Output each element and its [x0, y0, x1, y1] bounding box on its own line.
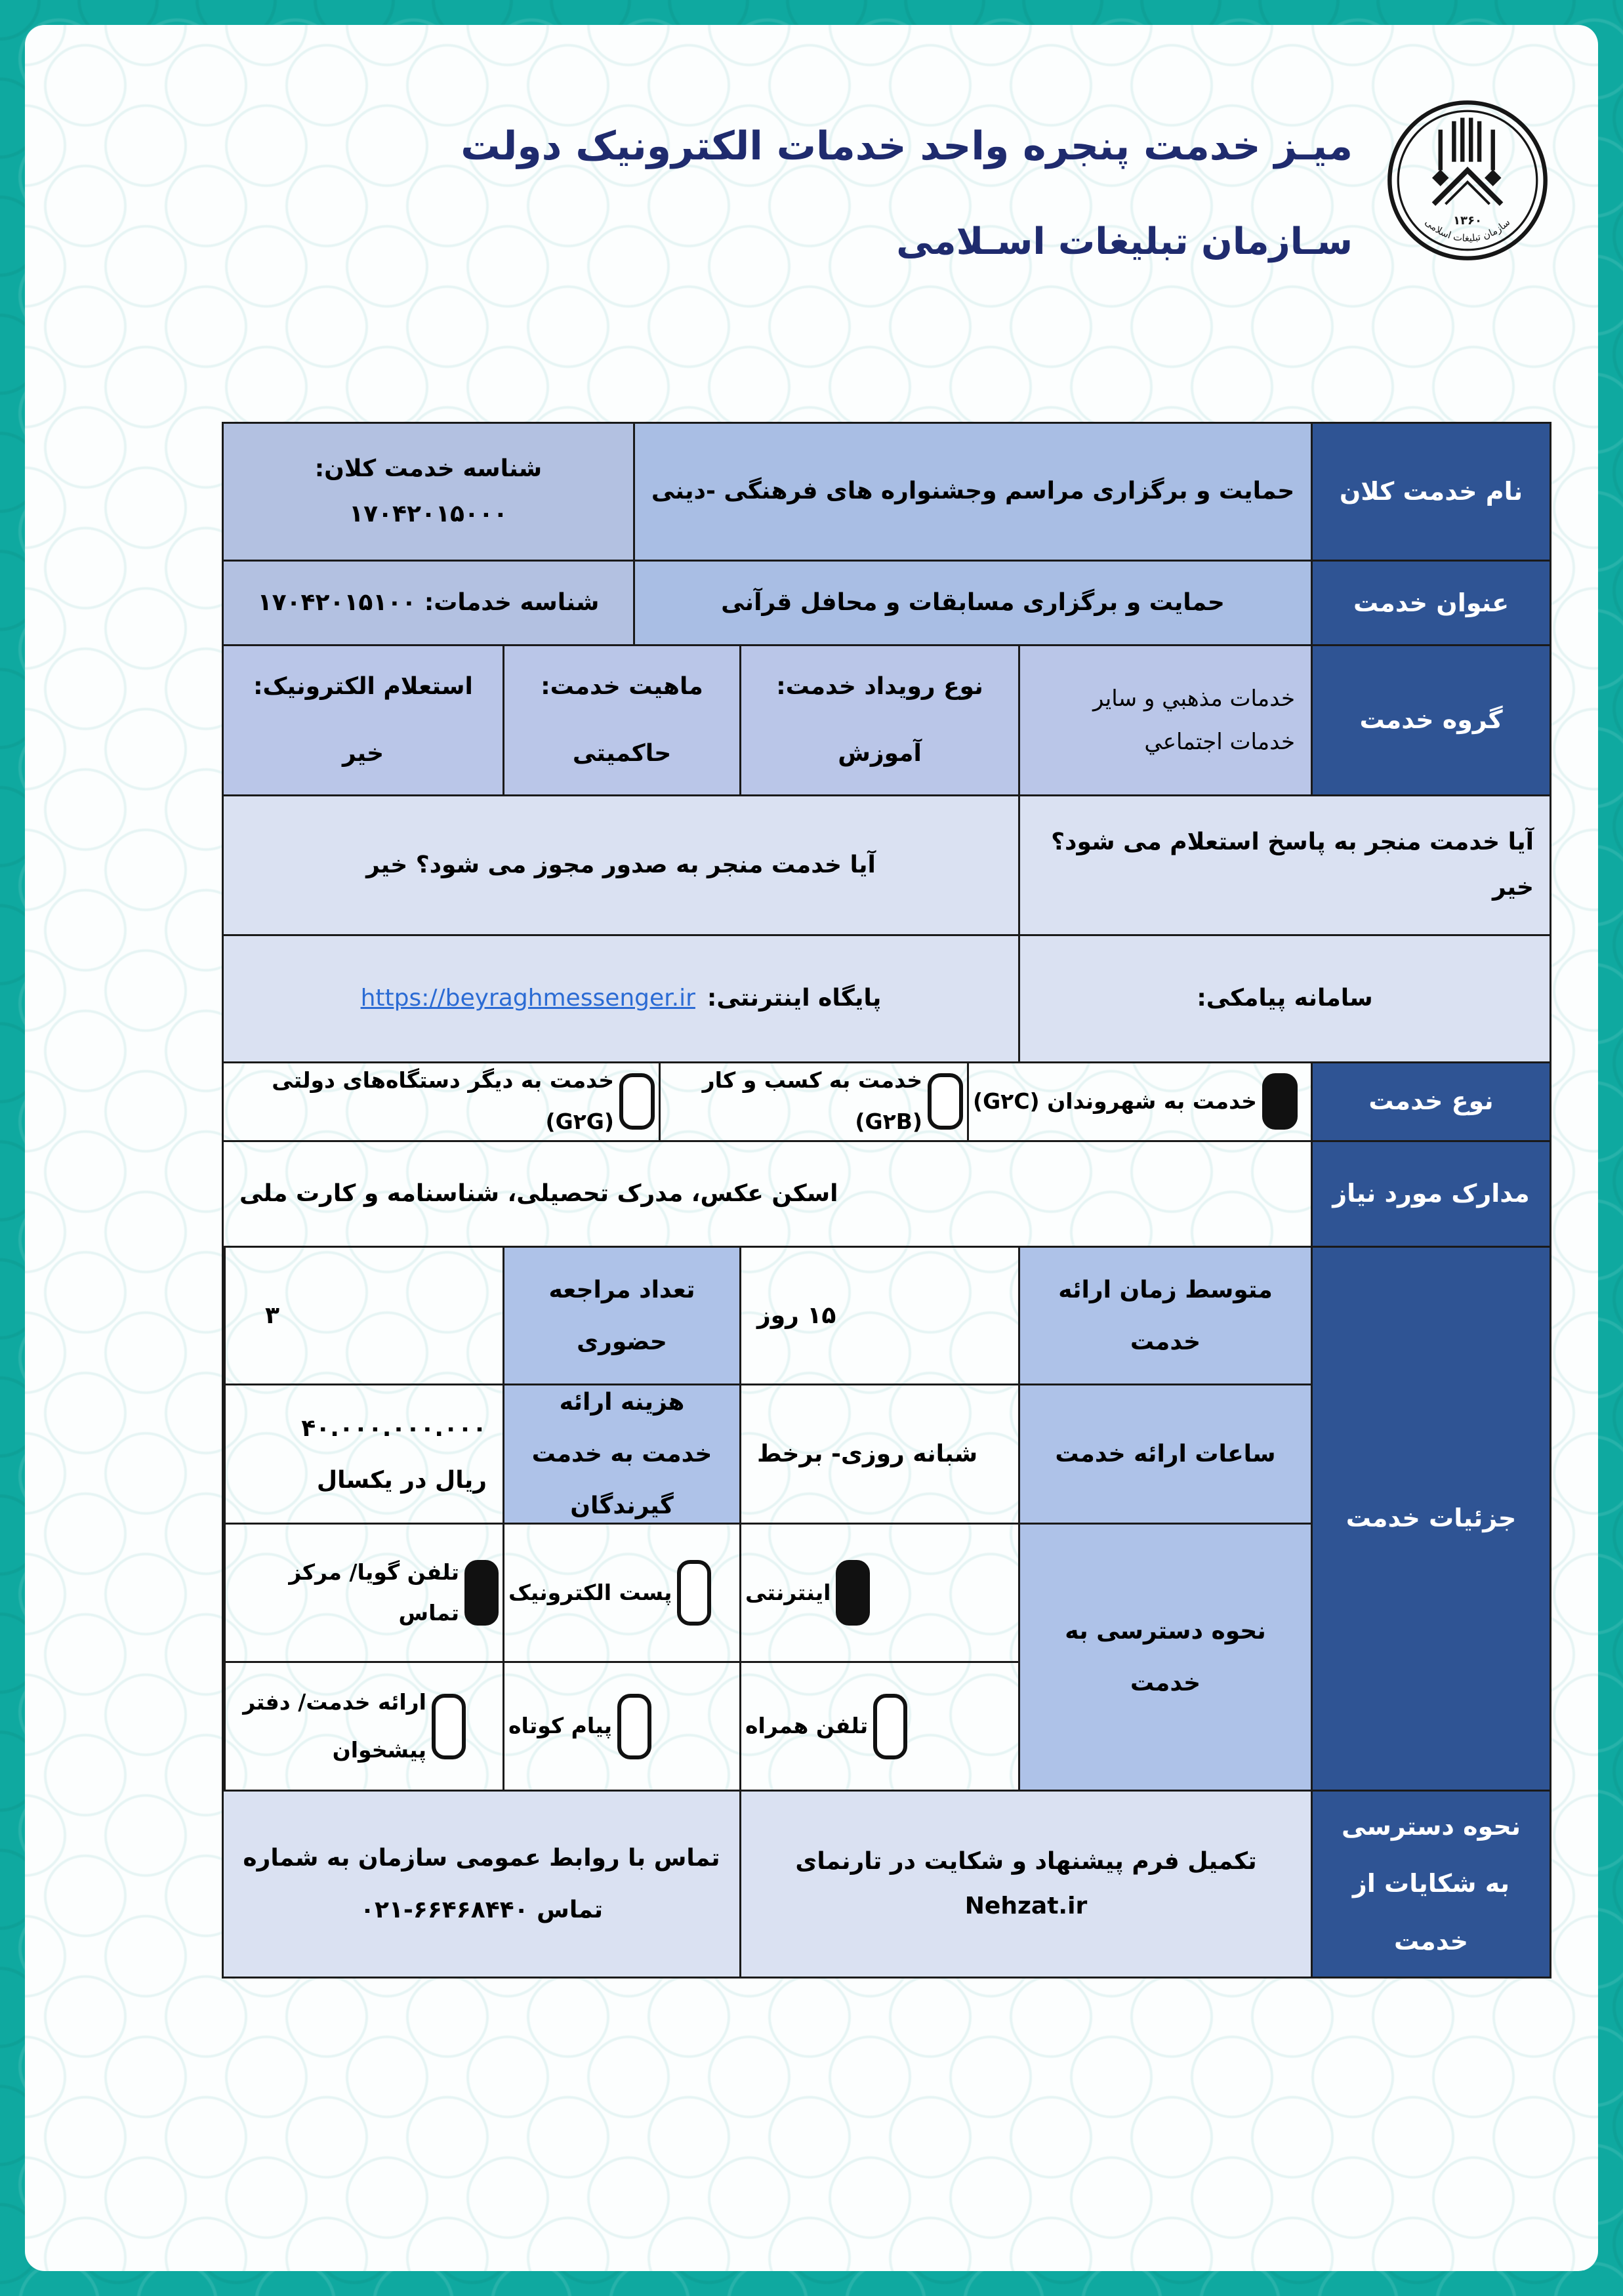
checkbox-g2g-icon: [619, 1073, 655, 1130]
row-inquiry-permit: [224, 796, 1550, 936]
logo-year: ۱۳۶۰: [1452, 214, 1483, 228]
event-type-label: نوع رویداد خدمت:: [776, 672, 983, 700]
checkbox-sms-icon: [617, 1694, 651, 1759]
row3-header: گروه خدمت: [1311, 646, 1550, 794]
checkbox-mobile-icon: [873, 1694, 907, 1759]
avg-time-value: ۱۵ روز: [739, 1248, 1018, 1384]
row2-value: حمایت و برگزاری مسابقات و محافل قرآنی: [633, 562, 1311, 644]
avg-time-label: متوسط زمان ارائه خدمت: [1018, 1248, 1311, 1384]
access-method-group: [224, 1525, 1311, 1790]
complaints-web-value: تکمیل فرم پیشنهاد و شکایت در تارنمای Nehzat.ir: [739, 1792, 1311, 1977]
visits-value: ۳: [224, 1248, 503, 1384]
email-label: پست الکترونیک: [508, 1579, 672, 1605]
row1-macro-id: شناسه خدمت کلان: ۱۷۰۴۲۰۱۵۰۰۰: [224, 424, 633, 560]
website-label: پایگاه اینترنتی:: [707, 985, 882, 1012]
e-inquiry-label: استعلام الکترونیک:: [253, 672, 473, 700]
service-type-g2c: [967, 1063, 1311, 1140]
cost-value: ۴۰.۰۰۰.۰۰۰.۰۰۰ ریال در یکسال: [224, 1385, 503, 1523]
page-title: میـز خدمت پنجره واحد خدمات الکترونیک دولت: [461, 123, 1353, 169]
g2g-label: خدمت به دیگر دستگاه‌های دولتی (G۲G): [272, 1067, 614, 1134]
cost-label: هزینه ارائه خدمت به خدمت گیرندگان: [503, 1385, 739, 1523]
mobile-label: تلفن همراه: [745, 1713, 869, 1739]
row12-header: نحوه دسترسی به شکایات از خدمت: [1311, 1792, 1550, 1977]
row-service-title: [224, 562, 1550, 646]
access-mobile: [739, 1663, 1018, 1790]
row3-nature-cell: [503, 646, 739, 794]
visits-label: تعداد مراجعه حضوری: [503, 1248, 739, 1384]
row4-permit-question: آیا خدمت منجر به صدور مجوز می شود؟ خیر: [224, 796, 1018, 934]
access-ivr: [224, 1525, 503, 1661]
row-service-type: [224, 1063, 1550, 1142]
access-internet: [739, 1525, 1018, 1661]
row-sms-web: [224, 936, 1550, 1063]
service-type-g2g: [224, 1063, 659, 1140]
website-link[interactable]: https://beyraghmessenger.ir: [360, 985, 695, 1012]
row5-website-cell: [224, 936, 1018, 1061]
logo-org-name: سازمان تبلیغات اسلامی: [1422, 216, 1513, 244]
row-service-group: [224, 646, 1550, 796]
internet-label: اینترنتی: [745, 1579, 831, 1605]
row-access-1: [224, 1525, 1018, 1663]
event-type-value: آموزش: [838, 740, 922, 767]
row3-inquiry-cell: [224, 646, 503, 794]
organization-logo-icon: [1383, 96, 1552, 265]
row7-header: مدارک مورد نیاز: [1311, 1142, 1550, 1246]
row-service-hours: [224, 1385, 1311, 1525]
ivr-label: تلفن گویا/ مرکز تماس: [289, 1559, 459, 1626]
required-documents-value: اسکن عکس، مدرک تحصیلی، شناسنامه و کارت ملی: [239, 1179, 838, 1207]
row1-header: نام خدمت کلان: [1311, 424, 1550, 560]
access-sms: [503, 1663, 739, 1790]
service-table: [222, 422, 1551, 1978]
row-required-documents: [224, 1142, 1550, 1248]
checkbox-g2c-icon: [1262, 1073, 1298, 1130]
row2-header: عنوان خدمت: [1311, 562, 1550, 644]
hours-value: شبانه روزی- برخط: [739, 1385, 1018, 1523]
row4-inquiry-question: آیا خدمت منجر به پاسخ استعلام می شود؟ خیر: [1018, 796, 1550, 934]
counter-label: ارائه خدمت/ دفتر پیشخوان: [243, 1689, 426, 1763]
checkbox-counter-icon: [432, 1694, 466, 1759]
row-service-macro-name: [224, 424, 1550, 562]
hours-label: ساعات ارائه خدمت: [1018, 1385, 1311, 1523]
checkbox-email-icon: [677, 1560, 711, 1626]
row3-group-value: خدمات مذهبي و ساير خدمات اجتماعي: [1018, 646, 1311, 794]
row-avg-time: [224, 1248, 1311, 1385]
service-details-group: [224, 1248, 1550, 1792]
row2-service-id: شناسه خدمات: ۱۷۰۴۲۰۱۵۱۰۰: [224, 562, 633, 644]
row-access-2: [224, 1663, 1018, 1790]
g2c-label: خدمت به شهروندان (G۲C): [973, 1088, 1257, 1114]
checkbox-ivr-icon: [464, 1560, 499, 1626]
checkbox-g2b-icon: [928, 1073, 963, 1130]
details-header: جزئیات خدمت: [1311, 1248, 1550, 1790]
row1-value: حمایت و برگزاری مراسم وجشنواره های فرهنگی -دینی: [633, 424, 1311, 560]
service-nature-label: ماهیت خدمت:: [541, 672, 703, 700]
complaints-phone-value: تماس با روابط عمومی سازمان به شماره تماس ۶۶۴۶۸۴۴۰-۰۲۱: [224, 1792, 739, 1977]
organization-title: سـازمان تبلیغات اسـلامی: [896, 220, 1353, 263]
access-email: [503, 1525, 739, 1661]
g2b-label: خدمت به کسب و کار (G۲B): [702, 1067, 922, 1134]
service-nature-value: حاکمیتی: [572, 740, 672, 767]
service-type-g2b: [659, 1063, 967, 1140]
sms-label: پیام کوتاه: [508, 1713, 613, 1739]
row5-sms-label: سامانه پیامکی:: [1018, 936, 1550, 1061]
row6-header: نوع خدمت: [1311, 1063, 1550, 1140]
e-inquiry-value: خیر: [342, 740, 384, 767]
document-header: [461, 123, 1353, 263]
access-method-label: نحوه دسترسی به خدمت: [1018, 1525, 1311, 1790]
access-counter: [224, 1663, 503, 1790]
document-card: [25, 25, 1598, 2271]
row3-event-cell: [739, 646, 1018, 794]
checkbox-internet-icon: [836, 1560, 870, 1626]
row-complaints-access: [224, 1792, 1550, 1977]
